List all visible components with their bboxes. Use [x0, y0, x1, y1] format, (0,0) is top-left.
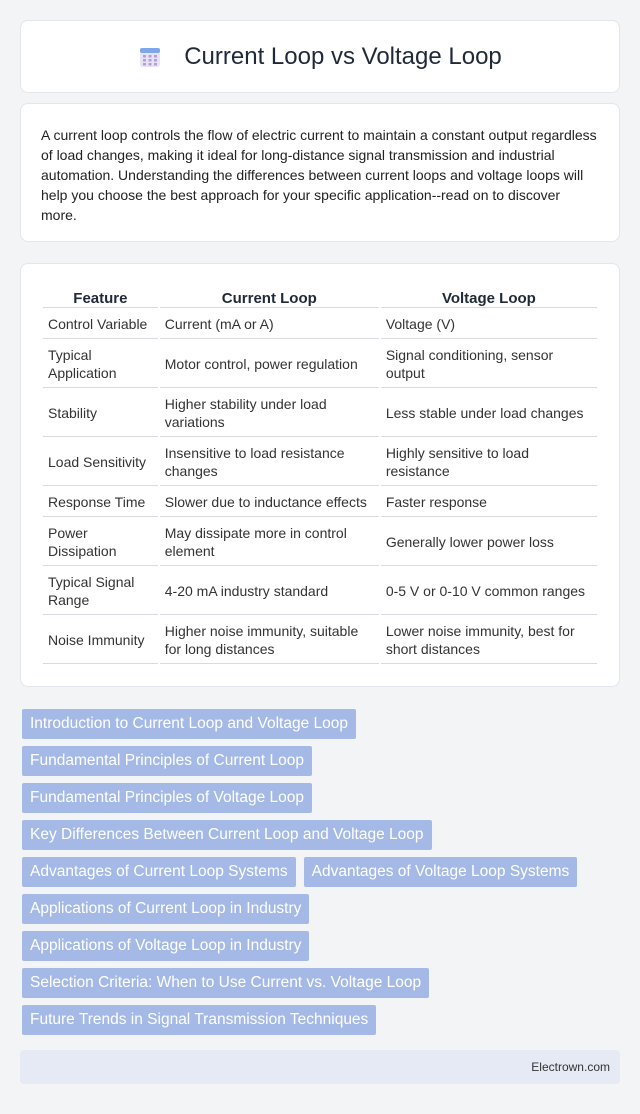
- comparison-table: [41, 284, 599, 666]
- topic-link-key-differences[interactable]: Key Differences Between Current Loop and Voltage Loop: [22, 820, 432, 850]
- comparison-table-card: [20, 263, 620, 687]
- table-row: [43, 488, 597, 517]
- topic-link-introduction[interactable]: Introduction to Current Loop and Voltage Loop: [22, 709, 356, 739]
- calendar-icon: [138, 45, 162, 69]
- table-cell: Current (mA or A): [160, 310, 379, 339]
- table-cell: Typical Signal Range: [43, 568, 158, 615]
- table-row: [43, 390, 597, 437]
- table-header-row: [43, 286, 597, 308]
- table-cell: Higher stability under load variations: [160, 390, 379, 437]
- table-header-cell: Voltage Loop: [381, 286, 597, 308]
- table-row: [43, 341, 597, 388]
- table-cell: Generally lower power loss: [381, 519, 597, 566]
- table-row: [43, 519, 597, 566]
- topic-links: [22, 709, 622, 1042]
- topic-link-selection-criteria[interactable]: Selection Criteria: When to Use Current vs. Voltage Loop: [22, 968, 429, 998]
- header-card: [20, 20, 620, 93]
- table-cell: Less stable under load changes: [381, 390, 597, 437]
- table-row: [43, 439, 597, 486]
- table-header-cell: Feature: [43, 286, 158, 308]
- table-row: [43, 617, 597, 664]
- table-cell: Stability: [43, 390, 158, 437]
- table-cell: May dissipate more in control element: [160, 519, 379, 566]
- table-cell: Highly sensitive to load resistance: [381, 439, 597, 486]
- table-cell: 0-5 V or 0-10 V common ranges: [381, 568, 597, 615]
- table-cell: 4-20 mA industry standard: [160, 568, 379, 615]
- table-cell: Lower noise immunity, best for short distances: [381, 617, 597, 664]
- topic-link-voltage-loop-advantages[interactable]: Advantages of Voltage Loop Systems: [304, 857, 578, 887]
- topic-link-future-trends[interactable]: Future Trends in Signal Transmission Techniques: [22, 1005, 376, 1035]
- table-cell: Power Dissipation: [43, 519, 158, 566]
- intro-paragraph: A current loop controls the flow of electric current to maintain a constant output regardless of load changes, making it ideal for long-distance signal transmission and industrial automation. Understanding the differences between current loops and voltage loops will help you choose the best approach for your specific application--read on to discover more.: [41, 127, 597, 223]
- table-cell: Response Time: [43, 488, 158, 517]
- table-cell: Load Sensitivity: [43, 439, 158, 486]
- table-cell: Noise Immunity: [43, 617, 158, 664]
- intro-card: [20, 103, 620, 242]
- topic-link-current-loop-applications[interactable]: Applications of Current Loop in Industry: [22, 894, 309, 924]
- table-cell: Faster response: [381, 488, 597, 517]
- topic-link-current-loop-advantages[interactable]: Advantages of Current Loop Systems: [22, 857, 296, 887]
- table-cell: Insensitive to load resistance changes: [160, 439, 379, 486]
- table-row: [43, 310, 597, 339]
- topic-link-voltage-loop-applications[interactable]: Applications of Voltage Loop in Industry: [22, 931, 309, 961]
- table-cell: Higher noise immunity, suitable for long distances: [160, 617, 379, 664]
- table-cell: Control Variable: [43, 310, 158, 339]
- topic-link-voltage-loop-principles[interactable]: Fundamental Principles of Voltage Loop: [22, 783, 312, 813]
- table-cell: Slower due to inductance effects: [160, 488, 379, 517]
- table-cell: Signal conditioning, sensor output: [381, 341, 597, 388]
- table-cell: Voltage (V): [381, 310, 597, 339]
- footer-site-name: Electrown.com: [531, 1060, 610, 1074]
- table-cell: Motor control, power regulation: [160, 341, 379, 388]
- table-cell: Typical Application: [43, 341, 158, 388]
- table-header-cell: Current Loop: [160, 286, 379, 308]
- topic-link-current-loop-principles[interactable]: Fundamental Principles of Current Loop: [22, 746, 312, 776]
- footer: [20, 1050, 620, 1084]
- table-row: [43, 568, 597, 615]
- header: [138, 43, 502, 71]
- page-title: Current Loop vs Voltage Loop: [184, 42, 502, 70]
